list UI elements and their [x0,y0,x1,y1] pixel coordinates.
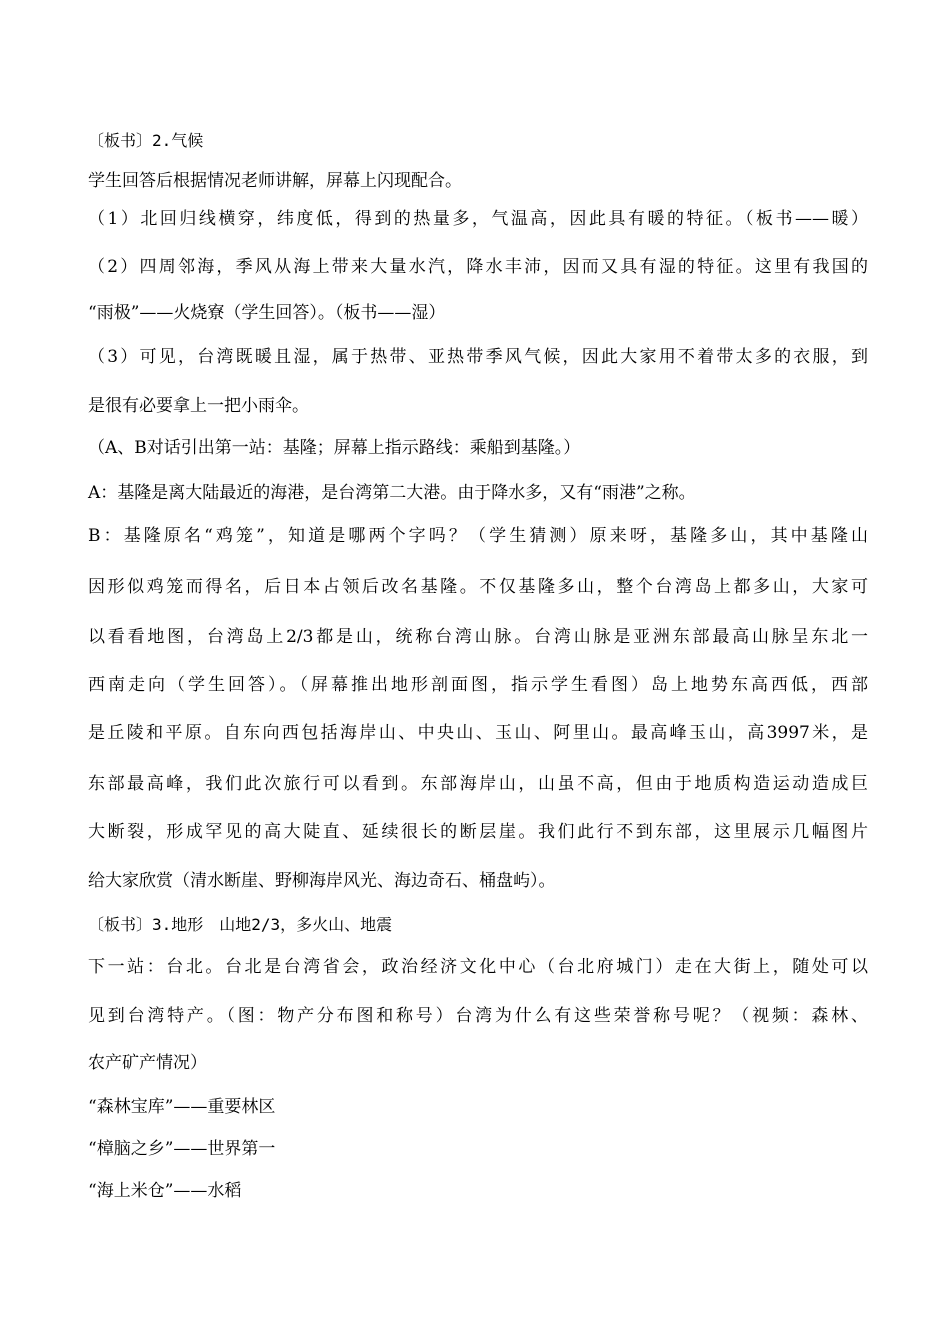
board-note-terrain: 〔板书〕3.地形 山地2/3，多火山、地震 [88,915,393,934]
paragraph-line: “雨极”——火烧寮（学生回答）。（板书——湿） [88,303,446,323]
paragraph-line: 西南走向（学生回答）。（屏幕推出地形剖面图，指示学生看图）岛上地势东高西低，西部 [88,675,868,695]
paragraph-line: 大断裂，形成罕见的高大陡直、延续很长的断层崖。我们此行不到东部，这里展示几幅图片 [88,822,868,842]
paragraph-line: （3）可见，台湾既暖且湿，属于热带、亚热带季风气候，因此大家用不着带太多的衣服，到 [88,347,868,367]
paragraph-line: 是很有必要拿上一把小雨伞。 [88,396,309,416]
paragraph-line: （A、B对话引出第一站：基隆；屏幕上指示路线：乘船到基隆。） [88,438,581,458]
paragraph-line: 农产矿产情况） [88,1053,207,1073]
paragraph-line: 东部最高峰，我们此次旅行可以看到。东部海岸山，山虽不高，但由于地质构造运动造成巨 [88,774,868,794]
paragraph-line: 学生回答后根据情况老师讲解，屏幕上闪现配合。 [88,171,462,191]
paragraph-line: 是丘陵和平原。自东向西包括海岸山、中央山、玉山、阿里山。最高峰玉山，高3997米，是 [88,723,868,743]
paragraph-line: 下一站：台北。台北是台湾省会，政治经济文化中心（台北府城门）走在大街上，随处可以 [88,957,868,977]
honor-title-camphor: “樟脑之乡”——世界第一 [88,1139,276,1159]
paragraph-line: 以看看地图，台湾岛上2/3都是山，统称台湾山脉。台湾山脉是亚洲东部最高山脉呈东北一 [88,627,868,647]
paragraph-line: B：基隆原名“鸡笼”，知道是哪两个字吗？（学生猜测）原来呀，基隆多山，其中基隆山 [88,526,868,546]
paragraph-line: 因形似鸡笼而得名，后日本占领后改名基隆。不仅基隆多山，整个台湾岛上都多山，大家可 [88,577,868,597]
paragraph-line: （2）四周邻海，季风从海上带来大量水汽，降水丰沛，因而又具有湿的特征。这里有我国的 [88,257,868,277]
paragraph-line: A：基隆是离大陆最近的海港，是台湾第二大港。由于降水多，又有“雨港”之称。 [88,483,696,503]
honor-title-forest: “森林宝库”——重要林区 [88,1097,276,1117]
honor-title-rice: “海上米仓”——水稻 [88,1181,242,1201]
paragraph-line: 给大家欣赏（清水断崖、野柳海岸风光、海边奇石、桶盘屿）。 [88,871,556,891]
paragraph-line: （1）北回归线横穿，纬度低，得到的热量多，气温高，因此具有暖的特征。（板书——暖） [88,209,868,229]
paragraph-line: 见到台湾特产。（图：物产分布图和称号）台湾为什么有这些荣誉称号呢？（视频：森林、 [88,1006,868,1026]
board-note-climate: 〔板书〕2.气候 [88,131,204,150]
